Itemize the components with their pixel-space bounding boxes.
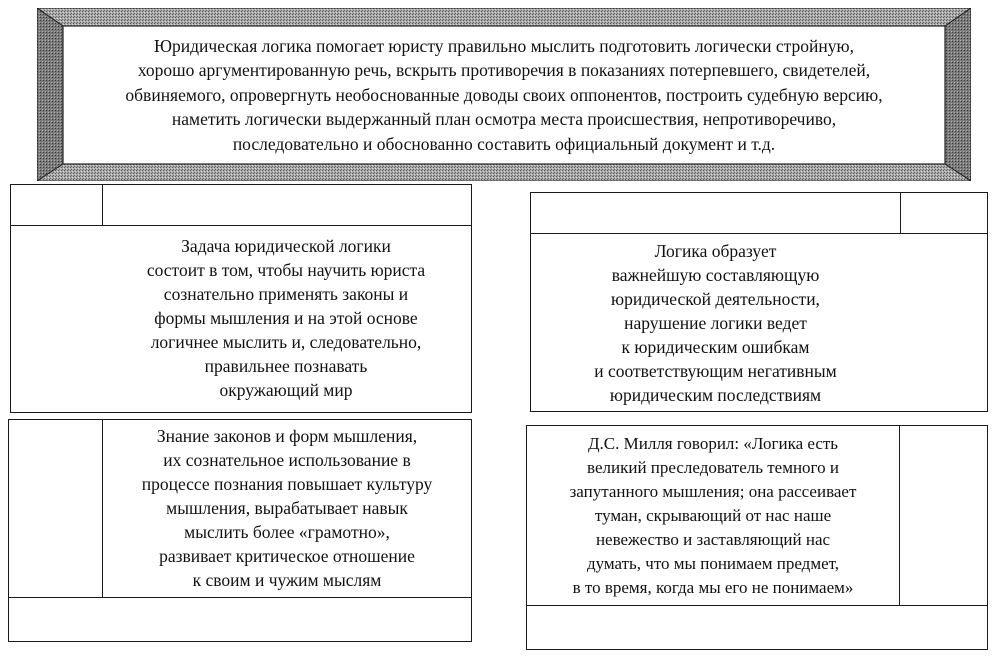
text-line: мышления, вырабатывает навык xyxy=(166,498,408,518)
text-line: юридической деятельности, xyxy=(611,289,820,309)
text-line: Задача юридической логики xyxy=(181,236,391,256)
top-line: наметить логически выдержанный план осмотра места происшествия, непротиворечиво, xyxy=(171,109,837,130)
text-line: их сознательное использование в xyxy=(163,450,411,470)
top-frame xyxy=(37,8,971,181)
left-lower-footer-divider xyxy=(9,597,471,598)
text-line: сознательно применять законы и xyxy=(163,284,409,304)
text-line: процессе познания повышает культуру xyxy=(141,474,433,494)
text-line: и соответствующим негативным xyxy=(594,361,837,381)
text-line: невежество и заставляющий нас xyxy=(595,530,831,549)
text-line: состоит в том, чтобы научить юриста xyxy=(146,260,426,280)
left-lower-text xyxy=(103,422,471,594)
text-line: окружающий мир xyxy=(219,380,353,400)
text-line: думать, что мы понимаем предмет, xyxy=(586,554,840,573)
text-line: мыслить более «грамотно», xyxy=(184,522,390,542)
text-line: к своим и чужим мыслям xyxy=(192,570,382,590)
text-line: логичнее мыслить и, следовательно, xyxy=(150,332,422,352)
top-line: последовательно и обоснованно составить официальный документ и т.д. xyxy=(232,133,776,154)
top-statement xyxy=(63,26,945,164)
text-line: великий преследователь темного и xyxy=(587,458,839,477)
right-lower-column-divider xyxy=(899,426,900,606)
text-line: Логика образует xyxy=(654,241,777,261)
text-line: нарушение логики ведет xyxy=(624,313,807,333)
top-line: Юридическая логика помогает юристу правильно мыслить подготовить логически стройную, xyxy=(154,35,854,56)
right-upper-column-divider xyxy=(900,193,901,234)
left-upper-column-divider xyxy=(102,185,103,226)
top-line: хорошо аргументированную речь, вскрыть противоречия в показаниях потерпевшего, свидетелей, xyxy=(137,60,871,81)
text-line: туман, скрывающий от нас наше xyxy=(594,506,832,525)
top-line: обвиняемого, опровергнуть необоснованные доводы своих оппонентов, построить судебную версию, xyxy=(125,84,883,105)
text-line: запутанного мышления; она рассеивает xyxy=(569,482,857,501)
right-upper-header-divider xyxy=(531,233,987,234)
right-lower-footer-divider xyxy=(527,605,987,606)
text-line: в то время, когда мы его не понимаем» xyxy=(572,578,854,597)
text-line: формы мышления и на этой основе xyxy=(154,308,418,328)
right-lower-text xyxy=(527,428,899,604)
text-line: юридическим последствиям xyxy=(609,385,822,405)
text-line: Знание законов и форм мышления, xyxy=(156,426,418,446)
text-line: развивает критическое отношение xyxy=(159,546,415,566)
text-line: правильнее познавать xyxy=(204,356,368,376)
text-line: к юридическим ошибкам xyxy=(621,337,810,357)
right-upper-text xyxy=(531,236,900,410)
text-line: важнейшую составляющую xyxy=(611,265,820,285)
text-line: Д.С. Милля говорил: «Логика есть xyxy=(587,434,839,453)
left-upper-text xyxy=(101,226,471,410)
